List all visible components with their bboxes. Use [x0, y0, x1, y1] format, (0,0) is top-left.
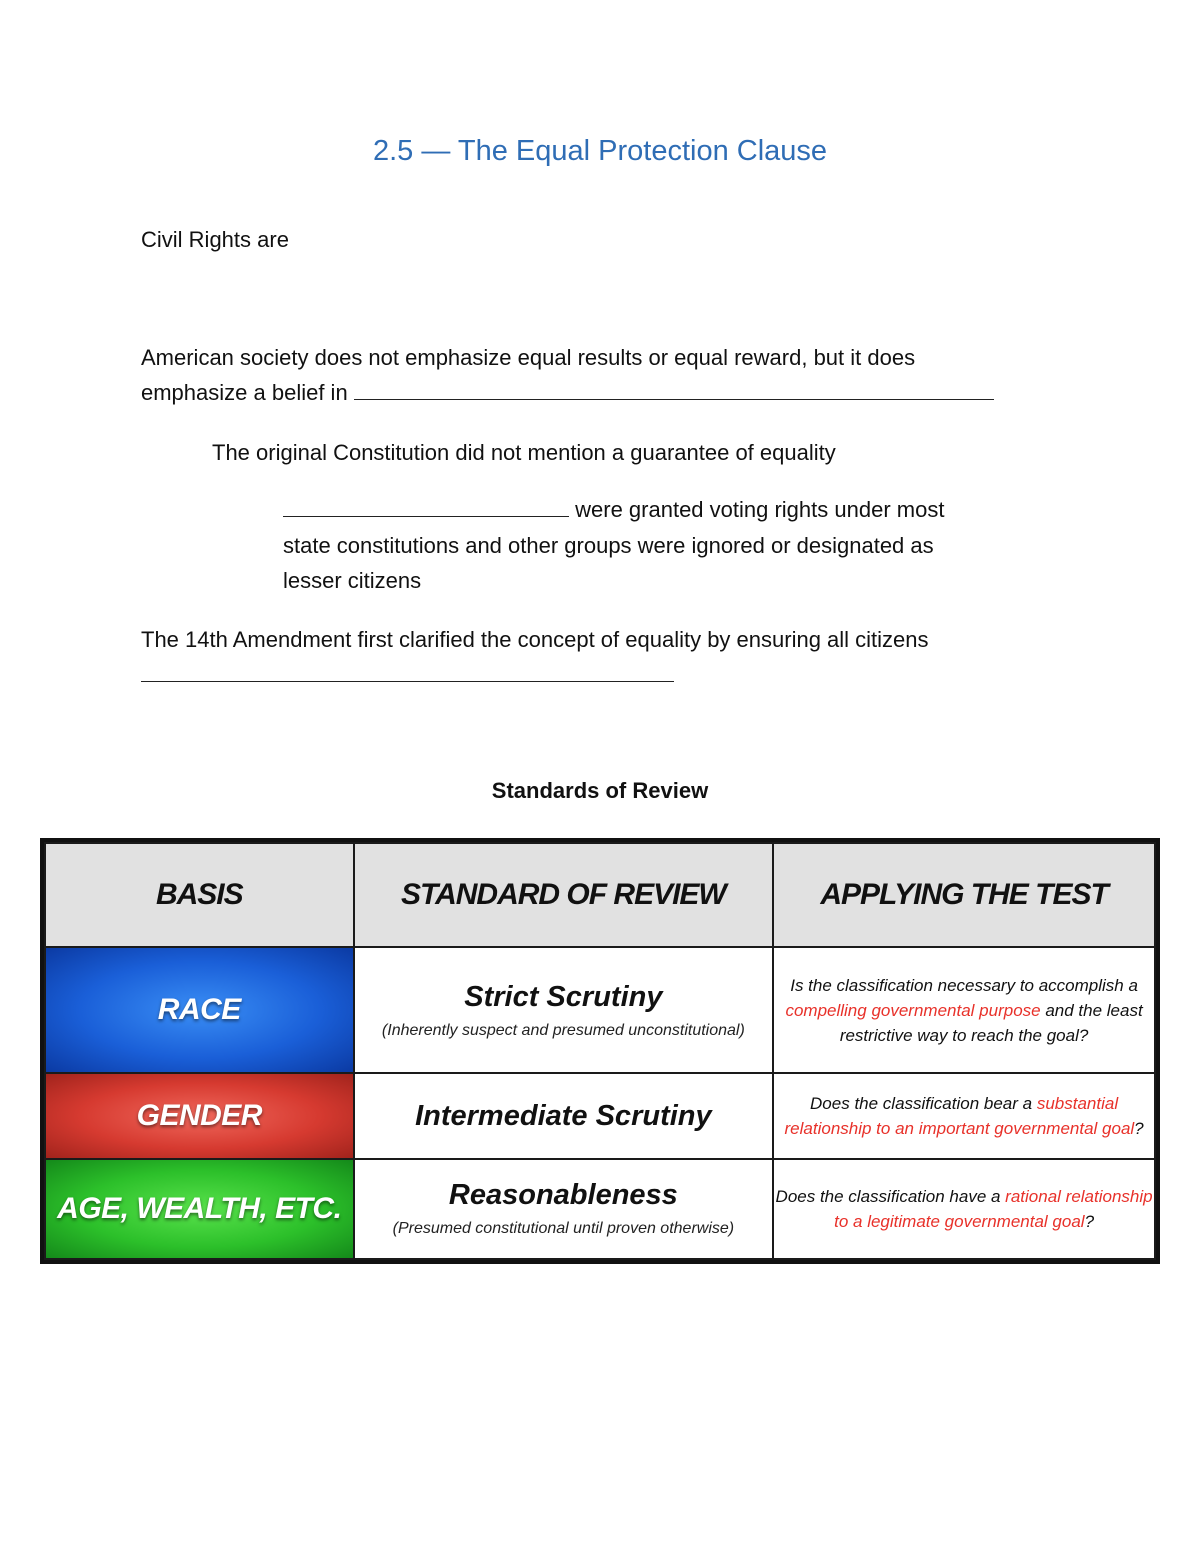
- standard-cell-gender: [354, 1073, 774, 1158]
- amendment-14-line: The 14th Amendment first clarified the concept of equality by ensuring all citizens: [141, 627, 929, 652]
- standard-cell-race: [354, 947, 774, 1073]
- civil-rights-line: Civil Rights are: [141, 227, 289, 252]
- table-row-race: [45, 947, 1155, 1073]
- standard-note: (Inherently suspect and presumed unconstitutional): [381, 1021, 745, 1039]
- test-text: Is the classification necessary to accomplish a: [790, 975, 1138, 995]
- table-row-gender: [45, 1073, 1155, 1158]
- basis-race: RACE: [45, 947, 354, 1073]
- basis-gender: GENDER: [45, 1073, 354, 1158]
- amendment-14-blank-line: [141, 657, 674, 692]
- test-highlight: rational relationship to a legitimate governmental goal: [834, 1186, 1153, 1231]
- header-basis: BASIS: [45, 843, 354, 947]
- fill-in-blank-belief[interactable]: [354, 377, 994, 400]
- standard-strict-scrutiny: Strict Scrutiny: [464, 980, 663, 1013]
- header-standard-of-review: STANDARD OF REVIEW: [354, 843, 774, 947]
- test-highlight: substantial relationship to an important governmental goal: [784, 1094, 1135, 1139]
- voting-line-2: state constitutions and other groups were ignored or designated as: [283, 533, 934, 558]
- standard-reasonableness: Reasonableness: [448, 1179, 678, 1212]
- test-text: Does the classification have a: [775, 1186, 1006, 1206]
- fill-in-blank-citizens[interactable]: [141, 659, 674, 682]
- table-header-row: [45, 843, 1155, 947]
- voting-line-1: [283, 492, 944, 527]
- test-cell-race: [773, 947, 1155, 1073]
- test-cell-gender: [773, 1073, 1155, 1158]
- voting-line-3: lesser citizens: [283, 568, 422, 593]
- header-applying-the-test: APPLYING THE TEST: [773, 843, 1155, 947]
- american-society-line-1: American society does not emphasize equal results or equal reward, but it does: [141, 345, 916, 370]
- page-title: 2.5 — The Equal Protection Clause: [372, 135, 828, 167]
- standard-intermediate-scrutiny: Intermediate Scrutiny: [415, 1099, 712, 1132]
- standard-cell-age: [354, 1159, 774, 1259]
- section-heading: Standards of Review: [491, 778, 709, 803]
- test-text-end: and the least restrictive way to reach the goal?: [839, 1000, 1143, 1045]
- standards-of-review-table: [40, 838, 1160, 1264]
- basis-age-wealth: AGE, WEALTH, ETC.: [45, 1159, 354, 1259]
- table-row-age: [45, 1159, 1155, 1259]
- test-cell-age: [773, 1159, 1155, 1259]
- original-constitution-line: The original Constitution did not mention a guarantee of equality: [212, 440, 836, 465]
- test-text-end: ?: [1084, 1211, 1095, 1231]
- test-text-end: ?: [1134, 1119, 1144, 1139]
- test-highlight: compelling governmental purpose: [785, 1000, 1041, 1020]
- voting-text: were granted voting rights under most: [575, 497, 945, 522]
- american-society-line-2: [141, 375, 994, 410]
- test-text: Does the classification bear a: [810, 1094, 1037, 1114]
- fill-in-blank-voters[interactable]: [283, 494, 569, 517]
- standard-note: (Presumed constitutional until proven otherwise): [392, 1220, 735, 1238]
- american-society-text: emphasize a belief in: [141, 380, 348, 405]
